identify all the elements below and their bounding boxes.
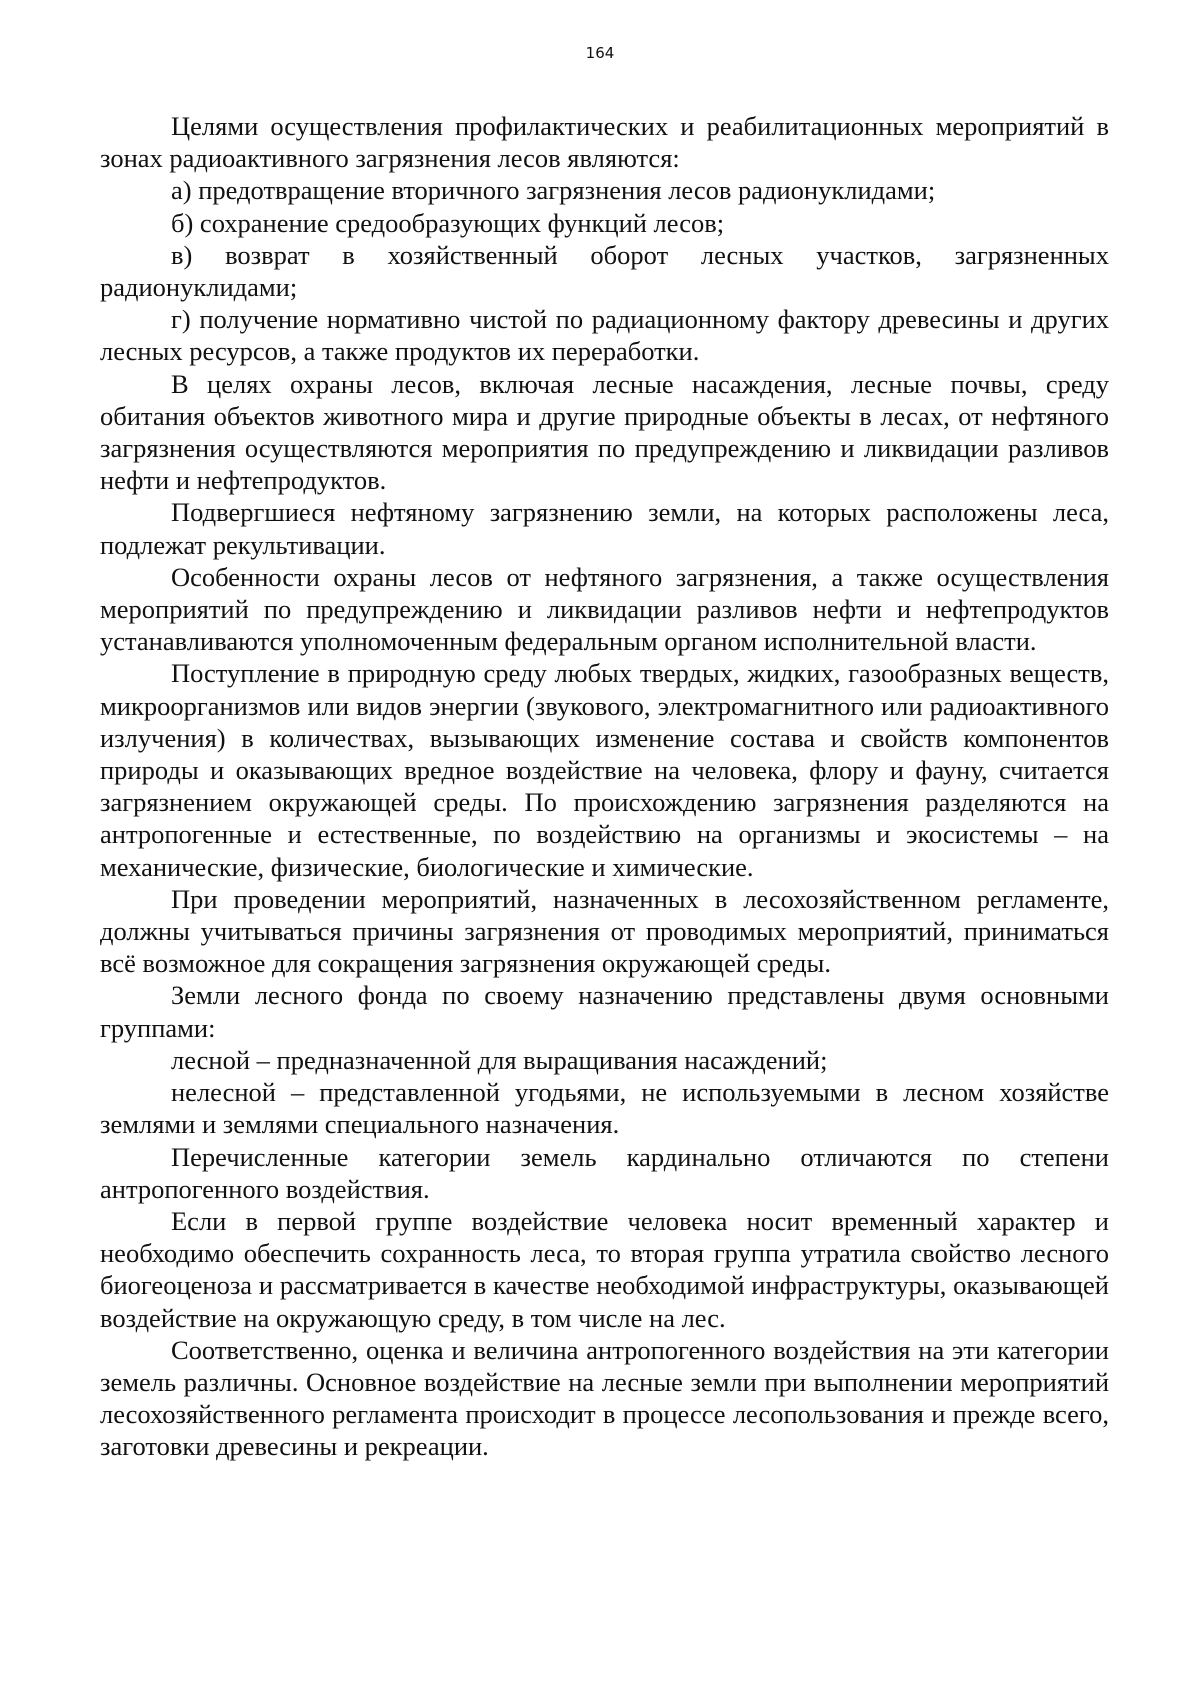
paragraph: Поступление в природную среду любых твердых, жидких, газообразных веществ, микроорганизмов или видов энергии (звукового, электромагнитного или радиоактивного излучения) в количествах, вызывающих изменение состава и свойств компонентов природы и оказывающих вредное воздействие на человека, флору и фауну, считается загрязнением окружающей среды. По происхождению загрязнения разделяются на антропогенные и естественные, по воздействию на организмы и экосистемы – на механические, физические, биологические и химические. (100, 658, 1109, 882)
list-item: б) сохранение средообразующих функций лесов; (171, 207, 725, 238)
list-item: в) возврат в хозяйственный оборот лесных участков, загрязненных радионуклидами; (100, 239, 1109, 303)
paragraph: Подвергшиеся нефтяному загрязнению земли, на которых расположены леса, подлежат рекультивации. (100, 497, 1109, 560)
paragraph: Целями осуществления профилактических и реабилитационных мероприятий в зонах радиоактивного загрязнения лесов являются: (100, 111, 1109, 174)
document-body (100, 110, 1109, 1463)
paragraph: Земли лесного фонда по своему назначению представлены двумя основными группами: (100, 980, 1109, 1043)
list-item: а) предотвращение вторичного загрязнения лесов радионуклидами; (171, 175, 936, 206)
paragraph: В целях охраны лесов, включая лесные насаждения, лесные почвы, среду обитания объектов животного мира и другие природные объекты в лесах, от нефтяного загрязнения осуществляются мероприятия по предупреждению и ликвидации разливов нефти и нефтепродуктов. (100, 368, 1109, 496)
paragraph: Если в первой группе воздействие человека носит временный характер и необходимо обеспечить сохранность леса, то вторая группа утратила свойство лесного биогеоценоза и рассматривается в качестве необходимой инфраструктуры, оказывающей воздействие на окружающую среду, в том числе на лес. (100, 1205, 1109, 1333)
list-item: лесной – предназначенной для выращивания насаждений; (171, 1044, 828, 1075)
page-number: 164 (585, 44, 615, 62)
list-item: нелесной – представленной угодьями, не используемыми в лесном хозяйстве землями и землями специального назначения. (100, 1077, 1109, 1140)
paragraph: При проведении мероприятий, назначенных в лесохозяйственном регламенте, должны учитываться причины загрязнения от проводимых мероприятий, приниматься всё возможное для сокращения загрязнения окружающей среды. (100, 883, 1109, 979)
paragraph: Особенности охраны лесов от нефтяного загрязнения, а также осуществления мероприятий по предупреждению и ликвидации разливов нефти и нефтепродуктов устанавливаются уполномоченным федеральным органом исполнительной власти. (100, 561, 1109, 657)
paragraph: Перечисленные категории земель кардинально отличаются по степени антропогенного воздействия. (100, 1141, 1109, 1204)
list-item: г) получение нормативно чистой по радиационному фактору древесины и других лесных ресурсов, а также продуктов их переработки. (100, 304, 1109, 367)
paragraph: Соответственно, оценка и величина антропогенного воздействия на эти категории земель различны. Основное воздействие на лесные земли при выполнении мероприятий лесохозяйственного регламента происходит в процессе лесопользования и прежде всего, заготовки древесины и рекреации. (100, 1334, 1109, 1462)
